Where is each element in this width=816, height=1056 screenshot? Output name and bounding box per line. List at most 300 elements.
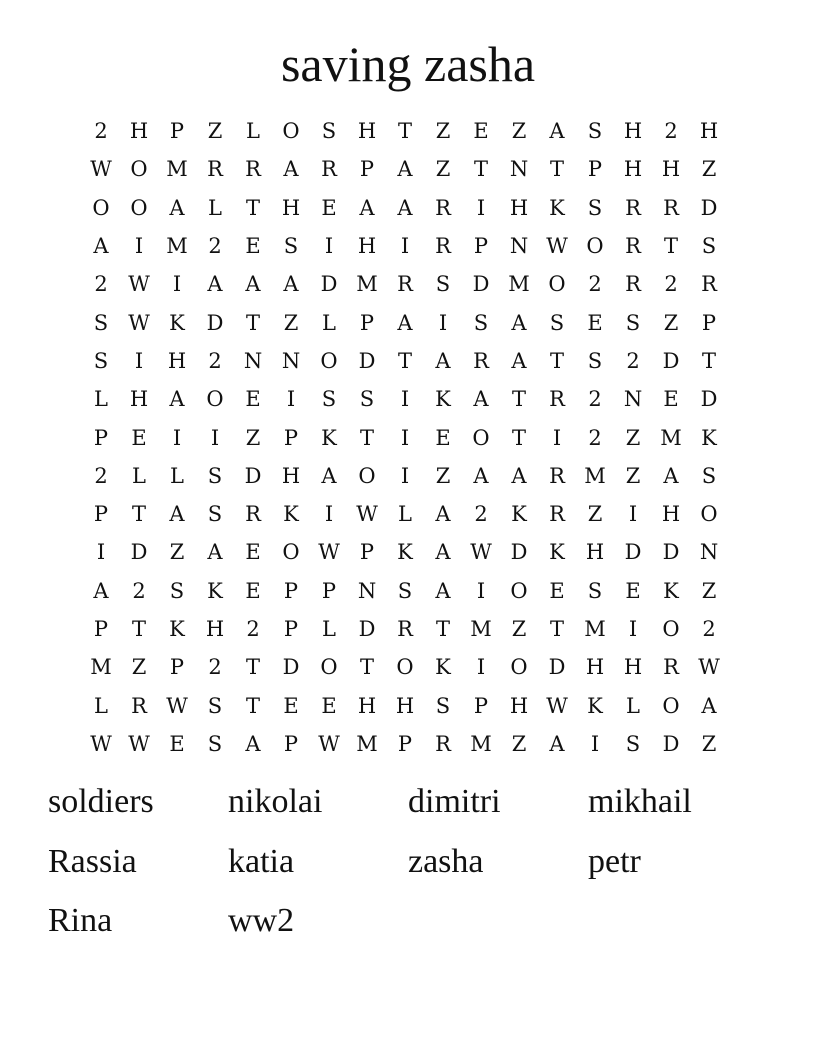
grid-letter: L (94, 693, 108, 718)
grid-letter: M (166, 157, 188, 182)
grid-letter: T (245, 693, 260, 718)
grid-letter: K (397, 540, 413, 565)
grid-letter: 2 (208, 234, 222, 259)
grid-letter: P (473, 234, 489, 259)
grid-letter: P (473, 693, 489, 718)
grid-letter: A (359, 195, 375, 220)
grid-letter: 2 (626, 348, 640, 373)
grid-letter: Z (131, 655, 147, 680)
grid-letter: R (397, 272, 413, 297)
grid-letter: T (359, 655, 374, 680)
grid-letter: I (324, 234, 334, 259)
grid-letter: S (435, 693, 451, 718)
grid-letter: S (587, 578, 603, 603)
grid-letter: E (321, 195, 337, 220)
grid-letter: R (663, 195, 679, 220)
grid-letter: Z (283, 310, 299, 335)
grid-letter: L (132, 463, 146, 488)
grid-letter: 2 (474, 502, 488, 527)
grid-letter: A (511, 310, 527, 335)
grid-letter: H (585, 540, 605, 565)
grid-letter: 2 (588, 272, 602, 297)
grid-letter: S (207, 693, 223, 718)
grid-letter: L (94, 387, 108, 412)
grid-letter: M (660, 425, 682, 450)
grid-letter: A (435, 348, 451, 373)
grid-letter: 2 (664, 272, 678, 297)
grid-letter: H (623, 157, 643, 182)
grid-letter: Z (625, 425, 641, 450)
grid-letter: O (206, 387, 224, 412)
grid-letter: A (511, 348, 527, 373)
grid-letter: S (93, 310, 109, 335)
grid-letter: D (700, 387, 718, 412)
grid-letter: S (701, 463, 717, 488)
grid-letter: I (400, 234, 410, 259)
grid-letter: N (243, 348, 263, 373)
grid-letter: O (282, 540, 300, 565)
grid-letter: T (701, 348, 716, 373)
grid-letter: A (549, 731, 565, 756)
grid-letter: L (322, 617, 336, 641)
grid-letter: 2 (246, 617, 260, 641)
grid-letter: A (93, 578, 109, 603)
grid-letter: Z (207, 119, 223, 144)
grid-letter: S (207, 463, 223, 488)
grid-letter: M (470, 617, 492, 641)
grid-letter: S (435, 272, 451, 297)
grid-letter: S (169, 578, 185, 603)
grid-letter: T (511, 425, 526, 450)
grid-letter: A (169, 387, 185, 412)
grid-letter: I (552, 425, 562, 450)
grid-letter: P (397, 731, 413, 756)
grid-letter: A (283, 157, 299, 182)
grid-letter: H (623, 119, 643, 144)
grid-letter: 2 (588, 425, 602, 450)
grid-letter: S (549, 310, 565, 335)
grid-letter: Z (435, 119, 451, 144)
grid-letter: O (586, 234, 604, 259)
word-search-grid (82, 112, 728, 763)
grid-letter: S (207, 502, 223, 527)
grid-letter: A (397, 310, 413, 335)
grid-letter: R (549, 502, 565, 527)
grid-letter: D (320, 272, 338, 297)
grid-letter: K (207, 578, 223, 603)
grid-letter: 2 (208, 348, 222, 373)
grid-letter: P (283, 731, 299, 756)
grid-letter: E (435, 425, 451, 450)
grid-letter: A (435, 578, 451, 603)
grid-letter: P (283, 617, 299, 641)
grid-letter: P (93, 502, 109, 527)
grid-letter: R (245, 502, 261, 527)
grid-letter: K (169, 310, 185, 335)
grid-letter: I (476, 195, 486, 220)
grid-letter: S (473, 310, 489, 335)
grid-letter: T (549, 348, 564, 373)
grid-letter: 2 (664, 119, 678, 144)
grid-letter: E (549, 578, 565, 603)
grid-letter: W (90, 157, 112, 182)
grid-letter: M (470, 731, 492, 756)
grid-letter: R (435, 731, 451, 756)
grid-letter: P (93, 425, 109, 450)
grid-letter: D (624, 540, 642, 565)
grid-letter: A (473, 387, 489, 412)
grid-letter: H (281, 463, 301, 488)
grid-letter: P (93, 617, 109, 641)
grid-letter: O (510, 578, 528, 603)
grid-letter: I (400, 463, 410, 488)
grid-letter: N (509, 157, 529, 182)
grid-letter: Z (701, 731, 717, 756)
grid-letter: L (322, 310, 336, 335)
grid-letter: S (625, 731, 641, 756)
grid-letter: 2 (94, 119, 108, 144)
grid-letter: D (206, 310, 224, 335)
grid-letter: 2 (208, 655, 222, 680)
grid-letter: R (549, 463, 565, 488)
grid-letter: W (128, 272, 150, 297)
grid-letter: M (584, 463, 606, 488)
grid-letter: P (283, 425, 299, 450)
grid-letter: S (587, 195, 603, 220)
grid-letter: O (472, 425, 490, 450)
grid-letter: T (245, 195, 260, 220)
grid-letter: T (131, 617, 146, 641)
grid-letter: D (662, 540, 680, 565)
grid-letter: S (359, 387, 375, 412)
grid-letter: K (511, 502, 527, 527)
grid-letter: T (549, 157, 564, 182)
grid-letter: W (318, 540, 340, 565)
grid-letter: A (435, 540, 451, 565)
grid-letter: R (207, 157, 223, 182)
grid-letter: I (400, 425, 410, 450)
grid-letter: O (92, 195, 110, 220)
grid-letter: S (587, 119, 603, 144)
grid-letter: M (508, 272, 530, 297)
grid-letter: K (549, 540, 565, 565)
grid-letter: I (438, 310, 448, 335)
word-list-item: dimitri (408, 783, 501, 820)
grid-letter: D (358, 348, 376, 373)
grid-letter: R (435, 234, 451, 259)
grid-letter: R (663, 655, 679, 680)
grid-letter: D (662, 348, 680, 373)
grid-letter: E (131, 425, 147, 450)
grid-letter: I (96, 540, 106, 565)
grid-letter: L (626, 693, 640, 718)
grid-letter: A (663, 463, 679, 488)
grid-letter: I (476, 578, 486, 603)
word-list-item: katia (228, 842, 295, 880)
grid-letter: M (584, 617, 606, 641)
grid-letter: Z (587, 502, 603, 527)
grid-letter: E (169, 731, 185, 756)
grid-letter: K (169, 617, 185, 641)
grid-letter: E (245, 540, 261, 565)
grid-letter: O (700, 502, 718, 527)
grid-letter: A (245, 272, 261, 297)
grid-letter: T (359, 425, 374, 450)
grid-letter: Z (511, 617, 527, 641)
grid-letter: 2 (702, 617, 716, 641)
grid-letter: H (129, 119, 149, 144)
grid-letter: R (321, 157, 337, 182)
grid-letter: S (93, 348, 109, 373)
grid-letter: I (172, 272, 182, 297)
grid-letter: W (166, 693, 188, 718)
grid-letter: A (207, 540, 223, 565)
grid-letter: I (134, 348, 144, 373)
grid-letter: K (663, 578, 679, 603)
grid-letter: K (549, 195, 565, 220)
grid-letter: E (663, 387, 679, 412)
grid-letter: H (205, 617, 225, 641)
grid-letter: T (663, 234, 678, 259)
grid-letter: I (400, 387, 410, 412)
grid-letter: H (395, 693, 415, 718)
grid-letter: E (587, 310, 603, 335)
grid-letter: I (210, 425, 220, 450)
grid-letter: D (510, 540, 528, 565)
word-list-item: zasha (408, 842, 484, 880)
grid-letter: S (321, 387, 337, 412)
word-list-item: Rassia (48, 842, 137, 880)
grid-letter: M (356, 731, 378, 756)
grid-letter: O (320, 655, 338, 680)
grid-letter: D (662, 731, 680, 756)
grid-letter: I (134, 234, 144, 259)
grid-letter: D (358, 617, 376, 641)
grid-letter: W (318, 731, 340, 756)
grid-letter: Z (663, 310, 679, 335)
grid-letter: N (281, 348, 301, 373)
grid-letter: D (472, 272, 490, 297)
grid-letter: K (321, 425, 337, 450)
grid-letter: M (166, 234, 188, 259)
grid-letter: N (623, 387, 643, 412)
grid-letter: P (359, 310, 375, 335)
grid-letter: A (93, 234, 109, 259)
grid-letter: E (625, 578, 641, 603)
grid-letter: I (628, 502, 638, 527)
grid-letter: 2 (94, 272, 108, 297)
word-list-item: mikhail (588, 783, 692, 820)
grid-letter: D (548, 655, 566, 680)
grid-letter: W (356, 502, 378, 527)
grid-letter: R (625, 234, 641, 259)
grid-letter: P (359, 540, 375, 565)
grid-letter: H (281, 195, 301, 220)
grid-letter: E (321, 693, 337, 718)
grid-letter: L (170, 463, 184, 488)
grid-letter: H (509, 693, 529, 718)
grid-letter: H (167, 348, 187, 373)
grid-letter: P (169, 119, 185, 144)
grid-letter: O (510, 655, 528, 680)
grid-letter: D (130, 540, 148, 565)
grid-letter: I (286, 387, 296, 412)
grid-letter: 2 (132, 578, 146, 603)
grid-letter: R (549, 387, 565, 412)
grid-letter: D (244, 463, 262, 488)
grid-letter: T (397, 348, 412, 373)
grid-letter: M (90, 655, 112, 680)
grid-letter: Z (245, 425, 261, 450)
grid-letter: Z (169, 540, 185, 565)
grid-letter: T (245, 310, 260, 335)
grid-letter: M (356, 272, 378, 297)
grid-letter: E (245, 578, 261, 603)
grid-letter: E (245, 387, 261, 412)
grid-letter: T (435, 617, 450, 641)
grid-letter: I (590, 731, 600, 756)
grid-letter: A (473, 463, 489, 488)
grid-letter: K (701, 425, 717, 450)
word-list-item: petr (588, 842, 641, 880)
grid-letter: A (207, 272, 223, 297)
grid-letter: K (435, 387, 451, 412)
grid-letter: T (245, 655, 260, 680)
grid-letter: K (435, 655, 451, 680)
grid-letter: R (245, 157, 261, 182)
grid-letter: S (207, 731, 223, 756)
grid-letter: Z (511, 119, 527, 144)
grid-letter: R (701, 272, 717, 297)
grid-letter: S (625, 310, 641, 335)
word-list-item: nikolai (228, 783, 323, 820)
grid-letter: T (511, 387, 526, 412)
grid-letter: Z (625, 463, 641, 488)
page-title: saving zasha (280, 36, 536, 92)
grid-letter: P (283, 578, 299, 603)
grid-letter: O (130, 157, 148, 182)
grid-letter: H (661, 157, 681, 182)
grid-letter: E (245, 234, 261, 259)
grid-letter: E (283, 693, 299, 718)
grid-letter: T (131, 502, 146, 527)
word-list-item: ww2 (228, 902, 295, 939)
grid-letter: S (397, 578, 413, 603)
grid-letter: I (476, 655, 486, 680)
grid-letter: R (473, 348, 489, 373)
grid-letter: Z (435, 157, 451, 182)
grid-letter: I (172, 425, 182, 450)
grid-letter: 2 (588, 387, 602, 412)
grid-letter: R (435, 195, 451, 220)
grid-letter: W (470, 540, 492, 565)
grid-letter: O (396, 655, 414, 680)
grid-letter: S (321, 119, 337, 144)
grid-letter: S (283, 234, 299, 259)
grid-letter: D (700, 195, 718, 220)
grid-letter: Z (701, 157, 717, 182)
grid-letter: I (324, 502, 334, 527)
grid-letter: I (628, 617, 638, 641)
grid-letter: 2 (94, 463, 108, 488)
grid-letter: N (357, 578, 377, 603)
grid-letter: W (546, 693, 568, 718)
grid-letter: W (128, 310, 150, 335)
grid-letter: P (587, 157, 603, 182)
grid-letter: S (701, 234, 717, 259)
grid-letter: L (208, 195, 222, 220)
grid-letter: H (357, 234, 377, 259)
grid-letter: A (169, 195, 185, 220)
grid-letter: O (130, 195, 148, 220)
grid-letter: Z (511, 731, 527, 756)
grid-letter: A (245, 731, 261, 756)
grid-letter: H (623, 655, 643, 680)
grid-letter: R (131, 693, 147, 718)
grid-letter: W (546, 234, 568, 259)
grid-letter: O (662, 617, 680, 641)
grid-letter: A (397, 157, 413, 182)
grid-letter: W (698, 655, 720, 680)
grid-letter: K (587, 693, 603, 718)
grid-letter: S (587, 348, 603, 373)
grid-letter: A (511, 463, 527, 488)
grid-letter: P (701, 310, 717, 335)
grid-letter: N (509, 234, 529, 259)
grid-letter: A (549, 119, 565, 144)
grid-letter: O (548, 272, 566, 297)
grid-letter: H (129, 387, 149, 412)
grid-letter: A (283, 272, 299, 297)
grid-letter: P (359, 157, 375, 182)
grid-letter: O (358, 463, 376, 488)
grid-letter: H (661, 502, 681, 527)
grid-letter: H (357, 119, 377, 144)
grid-letter: K (283, 502, 299, 527)
grid-letter: O (662, 693, 680, 718)
grid-letter: Z (435, 463, 451, 488)
grid-letter: H (509, 195, 529, 220)
grid-letter: W (90, 731, 112, 756)
grid-letter: N (699, 540, 719, 565)
grid-letter: T (549, 617, 564, 641)
grid-letter: L (246, 119, 260, 144)
grid-letter: H (699, 119, 719, 144)
grid-letter: O (320, 348, 338, 373)
grid-letter: Z (701, 578, 717, 603)
grid-letter: P (169, 655, 185, 680)
grid-letter: R (625, 272, 641, 297)
grid-letter: A (169, 502, 185, 527)
grid-letter: R (397, 617, 413, 641)
word-list-item: soldiers (48, 783, 154, 820)
grid-letter: H (585, 655, 605, 680)
grid-letter: T (473, 157, 488, 182)
grid-letter: A (397, 195, 413, 220)
word-list-item: Rina (48, 902, 113, 939)
word-list (48, 775, 768, 954)
grid-letter: H (357, 693, 377, 718)
grid-letter: R (625, 195, 641, 220)
grid-letter: D (282, 655, 300, 680)
grid-letter: E (473, 119, 489, 144)
grid-letter: L (398, 502, 412, 527)
grid-letter: W (128, 731, 150, 756)
grid-letter: O (282, 119, 300, 144)
grid-letter: A (435, 502, 451, 527)
grid-letter: A (321, 463, 337, 488)
grid-letter: P (321, 578, 337, 603)
